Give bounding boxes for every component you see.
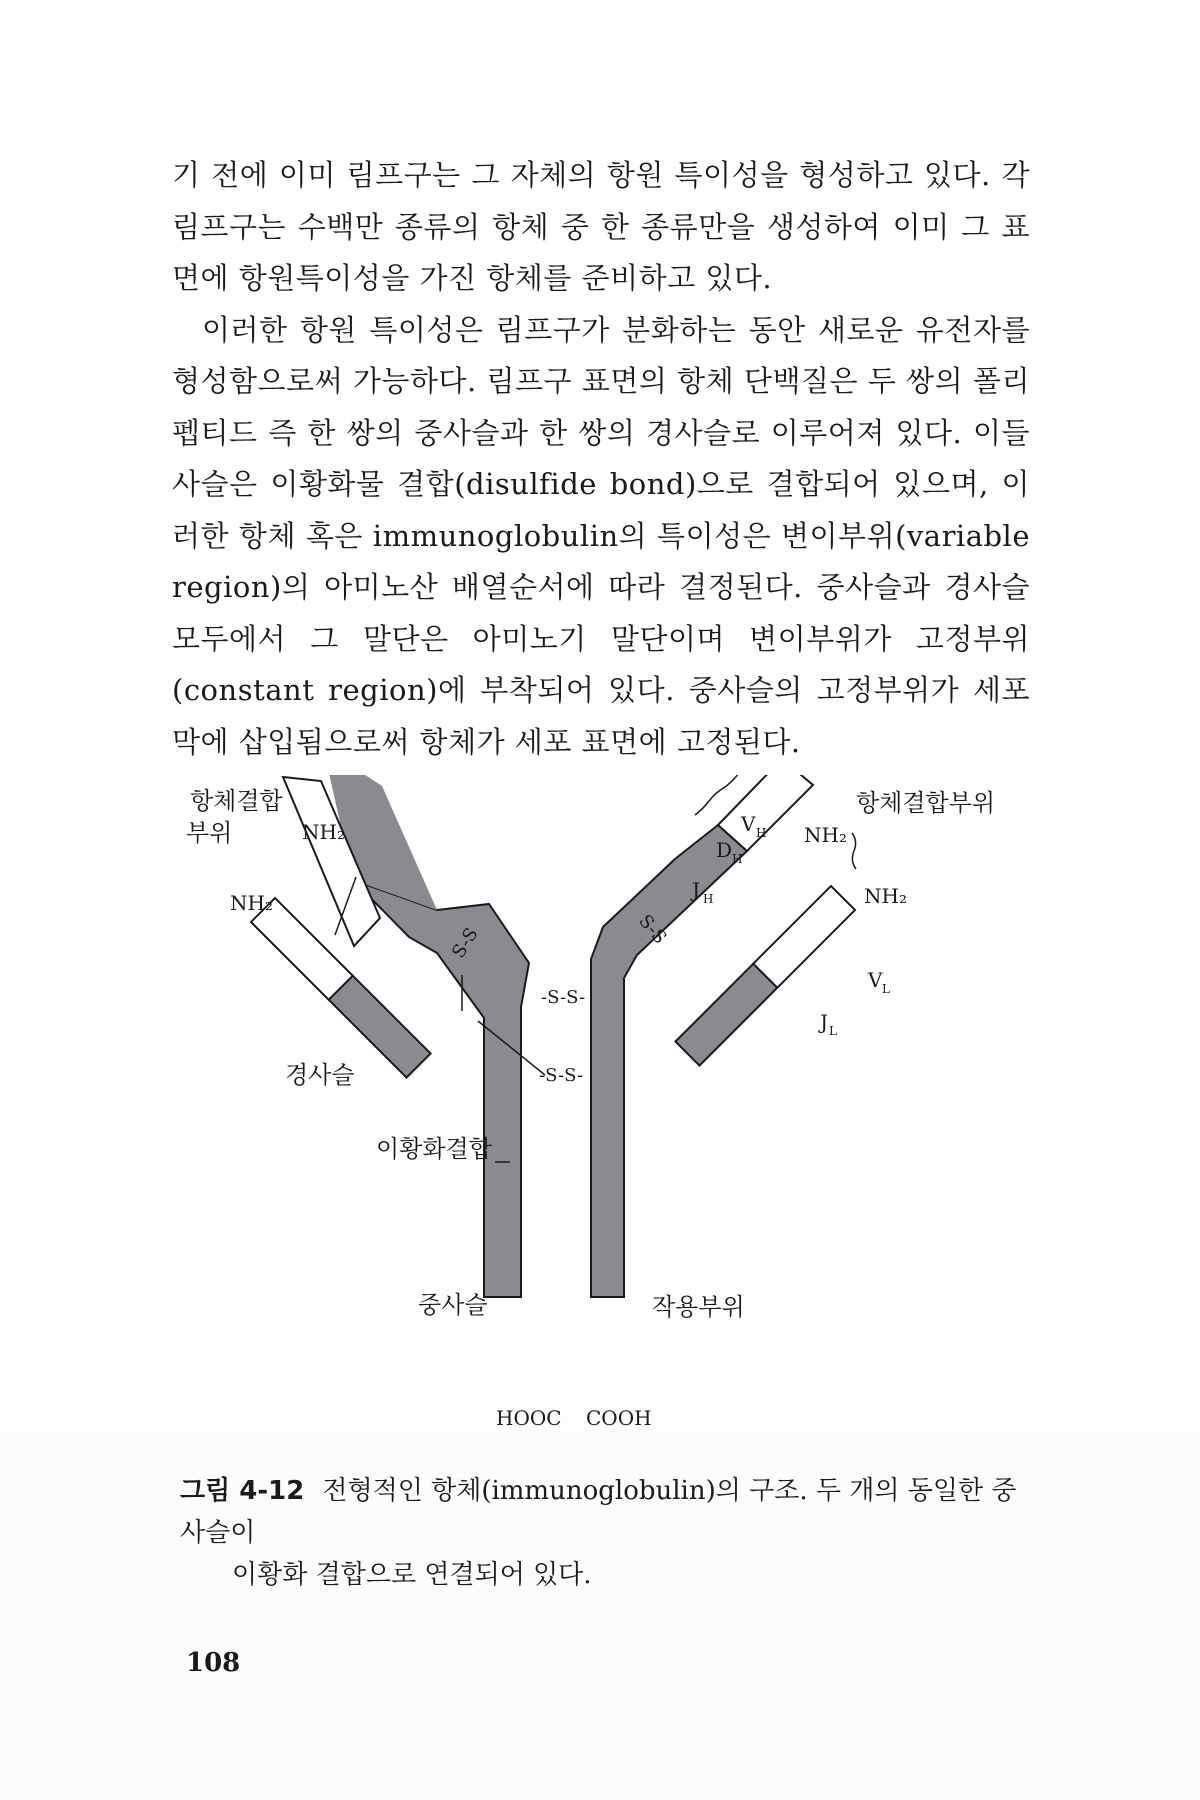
ss-hinge-bottom: -S-S- bbox=[539, 1065, 584, 1086]
right-light-chain bbox=[675, 886, 855, 1066]
ss-hinge-top: -S-S- bbox=[541, 987, 586, 1008]
hooc-label: HOOC bbox=[496, 1406, 562, 1430]
ss-right-light-heavy: S-S bbox=[634, 910, 671, 949]
cooh-label: COOH bbox=[586, 1406, 652, 1430]
nh2-left-light: NH₂ bbox=[230, 891, 273, 915]
left-heavy-chain bbox=[353, 880, 529, 1297]
effector-site-label: 작용부위 bbox=[652, 1293, 745, 1321]
antibody-diagram bbox=[0, 775, 1200, 1455]
nh2-right-heavy: NH₂ bbox=[804, 823, 847, 847]
dh-sub: H bbox=[732, 852, 743, 866]
caption-line-1: 전형적인 항체(immunoglobulin)의 구조. 두 개의 동일한 중사슬이 bbox=[180, 1476, 1017, 1548]
paragraph-2: 이러한 항원 특이성은 림프구가 분화하는 동안 새로운 유전자를 형성함으로써 가능하다. 림프구 표면의 항체 단백질은 두 쌍의 폴리펩티드 즉 한 쌍의 중사슬과 한 쌍의 경사슬로 이루어져 있다. 이들 사슬은 이황화물 결합(disulfide bond)으로 결합되어 있으며, 이러한 항체 혹은 immunoglobulin의 특이성은 변이부위(variable region)의 아미노산 배열순서에 따라 결정된다. 중사슬과 경사슬 모두에서 그 말단은 아미노기 말단이며 변이부위가 고정부위(constant region)에 부착되어 있다. 중사슬의 고정부위가 세포막에 삽입됨으로써 항체가 세포 표면에 고정된다. bbox=[172, 312, 1030, 759]
dh-label: D bbox=[716, 838, 733, 862]
caption-line-2: 이황화 결합으로 연결되어 있다. bbox=[232, 1560, 592, 1590]
disulfide-bond-label: 이황화결합 bbox=[376, 1135, 492, 1163]
vl-sub: L bbox=[882, 982, 890, 996]
paragraph-1: 기 전에 이미 림프구는 그 자체의 항원 특이성을 형성하고 있다. 각 림프구는 수백만 종류의 항체 중 한 종류만을 생성하여 이미 그 표면에 항원특이성을 가진 항체를 준비하고 있다. bbox=[172, 158, 1030, 295]
page-number: 108 bbox=[186, 1648, 241, 1678]
light-chain-label: 경사슬 bbox=[285, 1061, 355, 1089]
vh-sub: H bbox=[756, 826, 767, 840]
binding-site-left-line2: 부위 bbox=[186, 819, 233, 847]
ss-left-light-heavy: S-S bbox=[448, 924, 483, 962]
binding-site-left-line1: 항체결합 bbox=[190, 787, 283, 815]
binding-site-right: 항체결합부위 bbox=[856, 789, 996, 817]
jh-label: J bbox=[692, 878, 701, 902]
jl-sub: L bbox=[829, 1024, 837, 1038]
jh-sub: H bbox=[703, 892, 714, 906]
body-text bbox=[172, 150, 1030, 768]
caption-number: 그림 4-12 bbox=[180, 1476, 305, 1506]
figure-caption bbox=[180, 1470, 1040, 1596]
heavy-chain-label: 중사슬 bbox=[418, 1291, 488, 1319]
vh-label: V bbox=[741, 812, 756, 836]
right-light-variable-region bbox=[753, 886, 855, 988]
right-heavy-chain bbox=[591, 825, 747, 1297]
antibody-structure-figure bbox=[0, 775, 1200, 1455]
nh2-right-light: NH₂ bbox=[864, 884, 907, 908]
right-light-constant-region bbox=[675, 964, 777, 1066]
jl-label: J bbox=[820, 1010, 829, 1034]
vl-label: V bbox=[868, 968, 883, 992]
nh2-left-heavy: NH₂ bbox=[302, 820, 345, 844]
